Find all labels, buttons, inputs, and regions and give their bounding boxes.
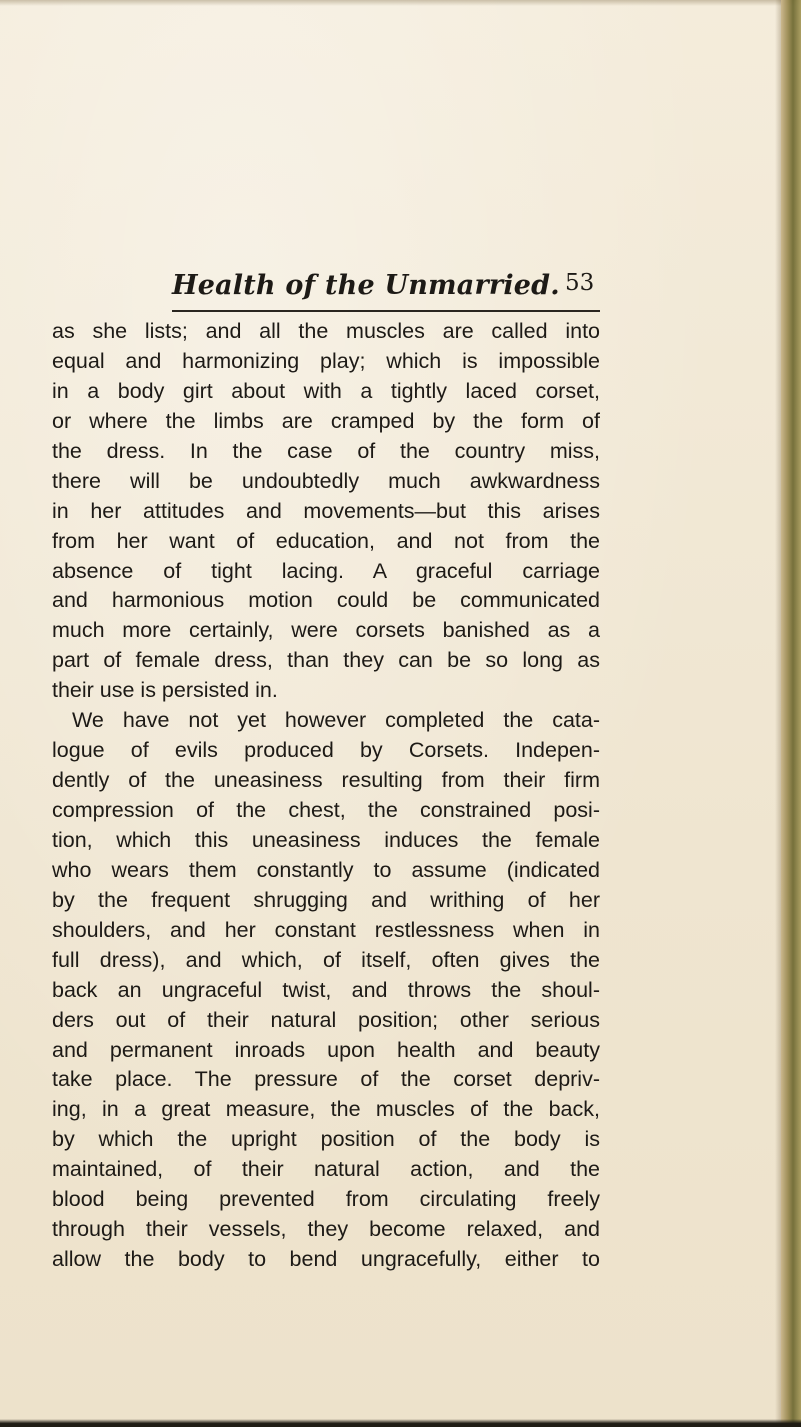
text-line: logue of evils produced by Corsets. Indepen- [52,738,600,763]
text-line: in her attitudes and movements—but this arises [52,498,600,523]
text-line: compression of the chest, the constrained posi- [52,798,600,822]
text-line: part of female dress, than they can be so long as [52,648,600,673]
body-text [52,317,600,1275]
text-line: equal and harmonizing play; which is impossible [52,348,600,373]
text-line: tion, which this uneasiness induces the female [52,827,600,852]
text-line: absence of tight lacing. A graceful carriage [52,558,600,583]
text-line: their use is persisted in. [52,678,278,703]
page-right-edge [781,0,801,1427]
text-line: or where the limbs are cramped by the form of [52,408,600,433]
header-rule [172,310,600,312]
text-line: blood being prevented from circulating freely [52,1187,600,1212]
text-line: by the frequent shrugging and writhing of her [52,887,600,912]
text-line: who wears them constantly to assume (indicated [52,857,600,882]
page-number: 53 [565,270,595,296]
text-line: through their vessels, they become relaxed, and [52,1217,600,1242]
text-line: by which the upright position of the body is [52,1127,600,1152]
text-line: much more certainly, were corsets banished as a [52,618,600,643]
page-header [172,270,602,310]
text-line: and harmonious motion could be communicated [52,588,600,613]
text-line: We have not yet however completed the cata- [72,708,600,733]
text-line: ing, in a great measure, the muscles of the back, [52,1097,600,1122]
text-line: there will be undoubtedly much awkwardness [52,468,600,493]
text-line: in a body girt about with a tightly laced corset, [52,378,600,403]
text-line: ders out of their natural position; other serious [52,1007,600,1032]
text-line: and permanent inroads upon health and beauty [52,1037,600,1062]
text-line: dently of the uneasiness resulting from their firm [52,768,600,793]
text-line: as she lists; and all the muscles are called into [52,319,600,343]
text-line: the dress. In the case of the country miss, [52,438,600,463]
page-top-edge [0,0,801,6]
text-line: take place. The pressure of the corset depriv- [52,1067,600,1092]
page-bottom-edge [0,1419,801,1427]
text-line: full dress), and which, of itself, often gives the [52,947,600,972]
text-line: back an ungraceful twist, and throws the shoul- [52,977,600,1002]
text-line: from her want of education, and not from the [52,528,600,553]
text-line: maintained, of their natural action, and the [52,1157,600,1182]
text-line: shoulders, and her constant restlessness when in [52,917,600,942]
running-head: Health of the Unmarried. [172,270,560,301]
text-line: allow the body to bend ungracefully, either to [52,1247,600,1272]
